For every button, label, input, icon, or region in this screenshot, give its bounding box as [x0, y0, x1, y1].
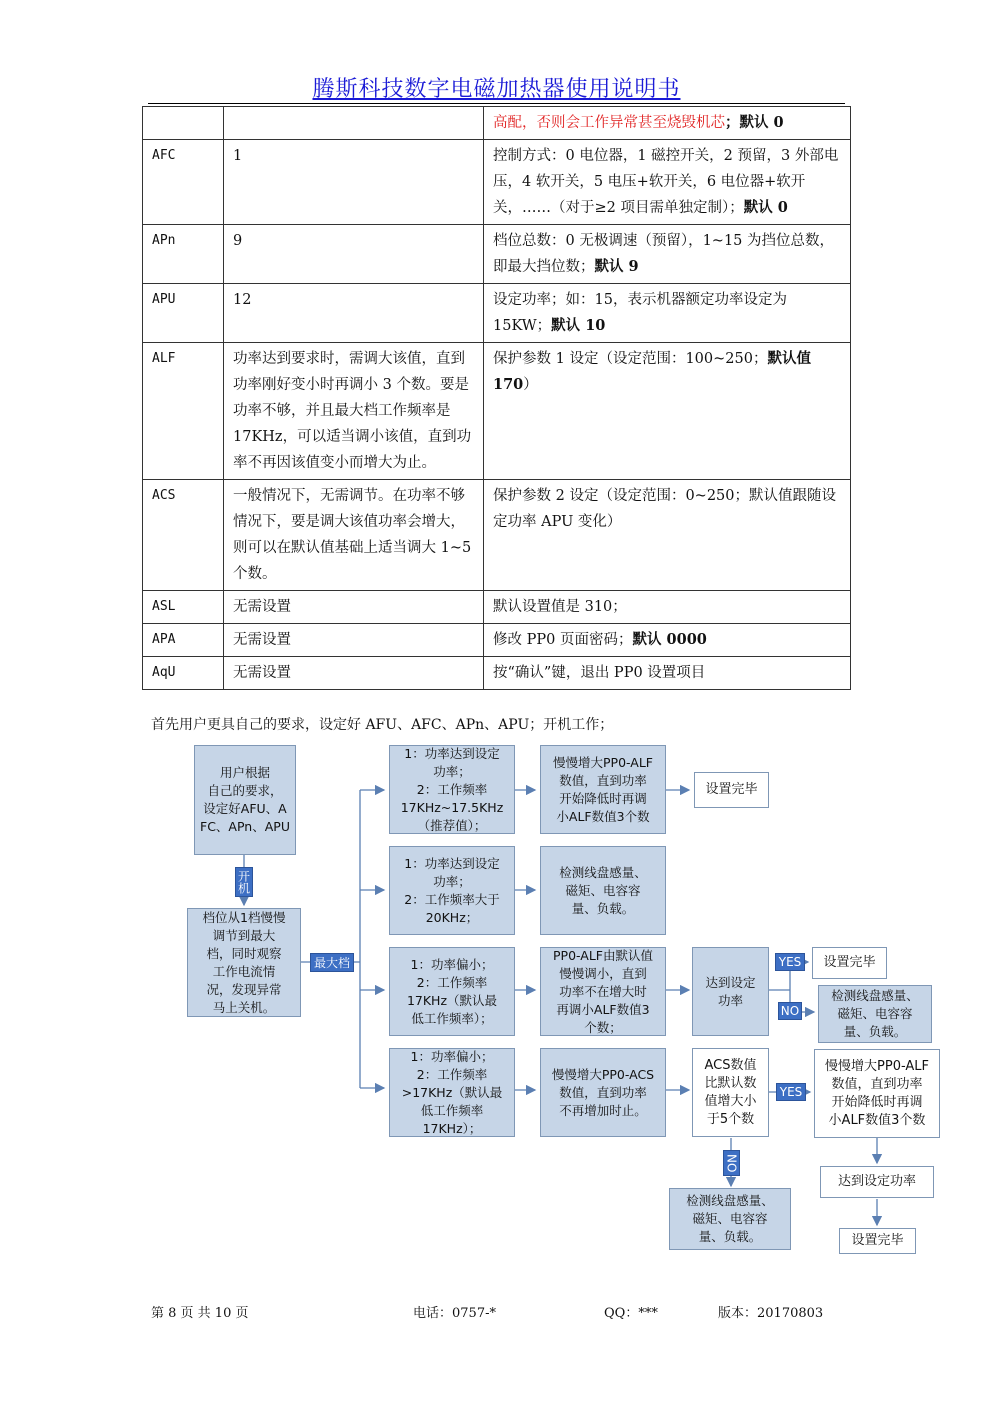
table-cell-desc: 高配，否则会工作异常甚至烧毁机芯；默认 0 [484, 107, 851, 140]
footer-page: 第 8 页 共 10 页 [151, 1306, 249, 1321]
param-desc: 修改 PP0 页面密码；默认 0000 [484, 624, 851, 657]
param-code: AFC [143, 140, 224, 225]
param-desc: 保护参数 2 设定（设定范围：0~250；默认值跟随设定功率 APU 变化） [484, 480, 851, 591]
param-code: ASL [143, 591, 224, 624]
param-value: 无需设置 [224, 624, 484, 657]
param-value: 12 [224, 284, 484, 343]
param-desc: 设定功率；如：15，表示机器额定功率设定为 15KW；默认 10 [484, 284, 851, 343]
page-title: 腾斯科技数字电磁加热器使用说明书 [312, 77, 681, 102]
param-value: 无需设置 [224, 591, 484, 624]
param-desc: 按“确认”键，退出 PP0 设置项目 [484, 657, 851, 690]
condition-box-1: 1：功率达到设定 功率； 2：工作频率 17KHz~17.5KHz （推荐值）； [389, 745, 515, 834]
gear-adjust-box: 档位从1档慢慢 调节到最大 档，同时观察 工作电流情 况，发现异常 马上关机。 [187, 908, 301, 1017]
condition-box-4: 1：功率偏小； 2：工作频率 >17KHz（默认最 低工作频率 17KHz）； [389, 1048, 515, 1137]
tag-start: 开机 [235, 867, 253, 897]
action-box-1: 慢慢增大PP0-ALF 数值，直到功率 开始降低时再调 小ALF数值3个数 [540, 745, 666, 834]
reach-power-box: 达到设定 功率 [692, 947, 769, 1036]
tag-max-gear: 最大档 [310, 953, 354, 972]
done-box-2: 设置完毕 [812, 947, 887, 979]
param-desc: 保护参数 1 设定（设定范围：100~250；默认值 170） [484, 343, 851, 480]
footer-version: 版本：20170803 [718, 1306, 824, 1321]
tag-yes: YES [775, 953, 805, 971]
action-box-4: 慢慢增大PP0-ACS 数值，直到功率 不再增加时止。 [540, 1048, 666, 1137]
alf-increase-box: 慢慢增大PP0-ALF 数值，直到功率 开始降低时再调 小ALF数值3个数 [814, 1049, 940, 1138]
tag-no-2: NO [723, 1150, 740, 1176]
reach-power-box-2: 达到设定功率 [820, 1166, 934, 1198]
acs-check-box: ACS数值 比默认数 值增大小 于5个数 [692, 1048, 769, 1137]
param-desc: 控制方式：0 电位器，1 磁控开关，2 预留，3 外部电压，4 软开关，5 电压+软开关，6 电位器+软开关，……（对于≥2 项目需单独定制）；默认 0 [484, 140, 851, 225]
param-code: ACS [143, 480, 224, 591]
param-code: APU [143, 284, 224, 343]
param-value: 无需设置 [224, 657, 484, 690]
footer-qq: QQ：*** [604, 1306, 658, 1321]
done-box-3: 设置完毕 [839, 1228, 916, 1254]
user-setup-box: 用户根据 自己的要求， 设定好AFU、A FC、APn、APU [194, 745, 296, 855]
param-value: 9 [224, 225, 484, 284]
condition-box-3: 1：功率偏小； 2：工作频率 17KHz（默认最 低工作频率）； [389, 947, 515, 1036]
param-value: 一般情况下，无需调节。在功率不够情况下，要是调大该值功率会增大，则可以在默认值基础上适当调大 1~5 个数。 [224, 480, 484, 591]
param-code: APA [143, 624, 224, 657]
tag-yes-2: YES [776, 1083, 806, 1101]
intro-text: 首先用户更具自己的要求，设定好 AFU、AFC、APn、APU；开机工作； [151, 717, 614, 733]
check-box-4: 检测线盘感量、 磁矩、电容容 量、负载。 [669, 1188, 791, 1250]
param-code: ALF [143, 343, 224, 480]
param-value: 1 [224, 140, 484, 225]
action-box-3: PP0-ALF由默认值 慢慢调小，直到 功率不在增大时 再调小ALF数值3 个数； [540, 947, 666, 1036]
param-code: APn [143, 225, 224, 284]
done-box-1: 设置完毕 [694, 772, 769, 808]
action-box-2: 检测线盘感量、 磁矩、电容容 量、负载。 [540, 846, 666, 935]
tag-no: NO [778, 1002, 802, 1020]
check-box-3: 检测线盘感量、 磁矩、电容容 量、负载。 [818, 985, 932, 1043]
param-desc: 默认设置值是 310； [484, 591, 851, 624]
footer-phone: 电话：0757-* [413, 1306, 496, 1321]
param-code: AqU [143, 657, 224, 690]
param-desc: 档位总数：0 无极调速（预留），1~15 为挡位总数，即最大挡位数；默认 9 [484, 225, 851, 284]
param-value: 功率达到要求时，需调大该值，直到功率刚好变小时再调小 3 个数。要是功率不够，并且最大档工作频率是 17KHz，可以适当调小该值，直到功率不再因该值变小而增大为止。 [224, 343, 484, 480]
condition-box-2: 1：功率达到设定 功率； 2：工作频率大于 20KHz； [389, 846, 515, 935]
